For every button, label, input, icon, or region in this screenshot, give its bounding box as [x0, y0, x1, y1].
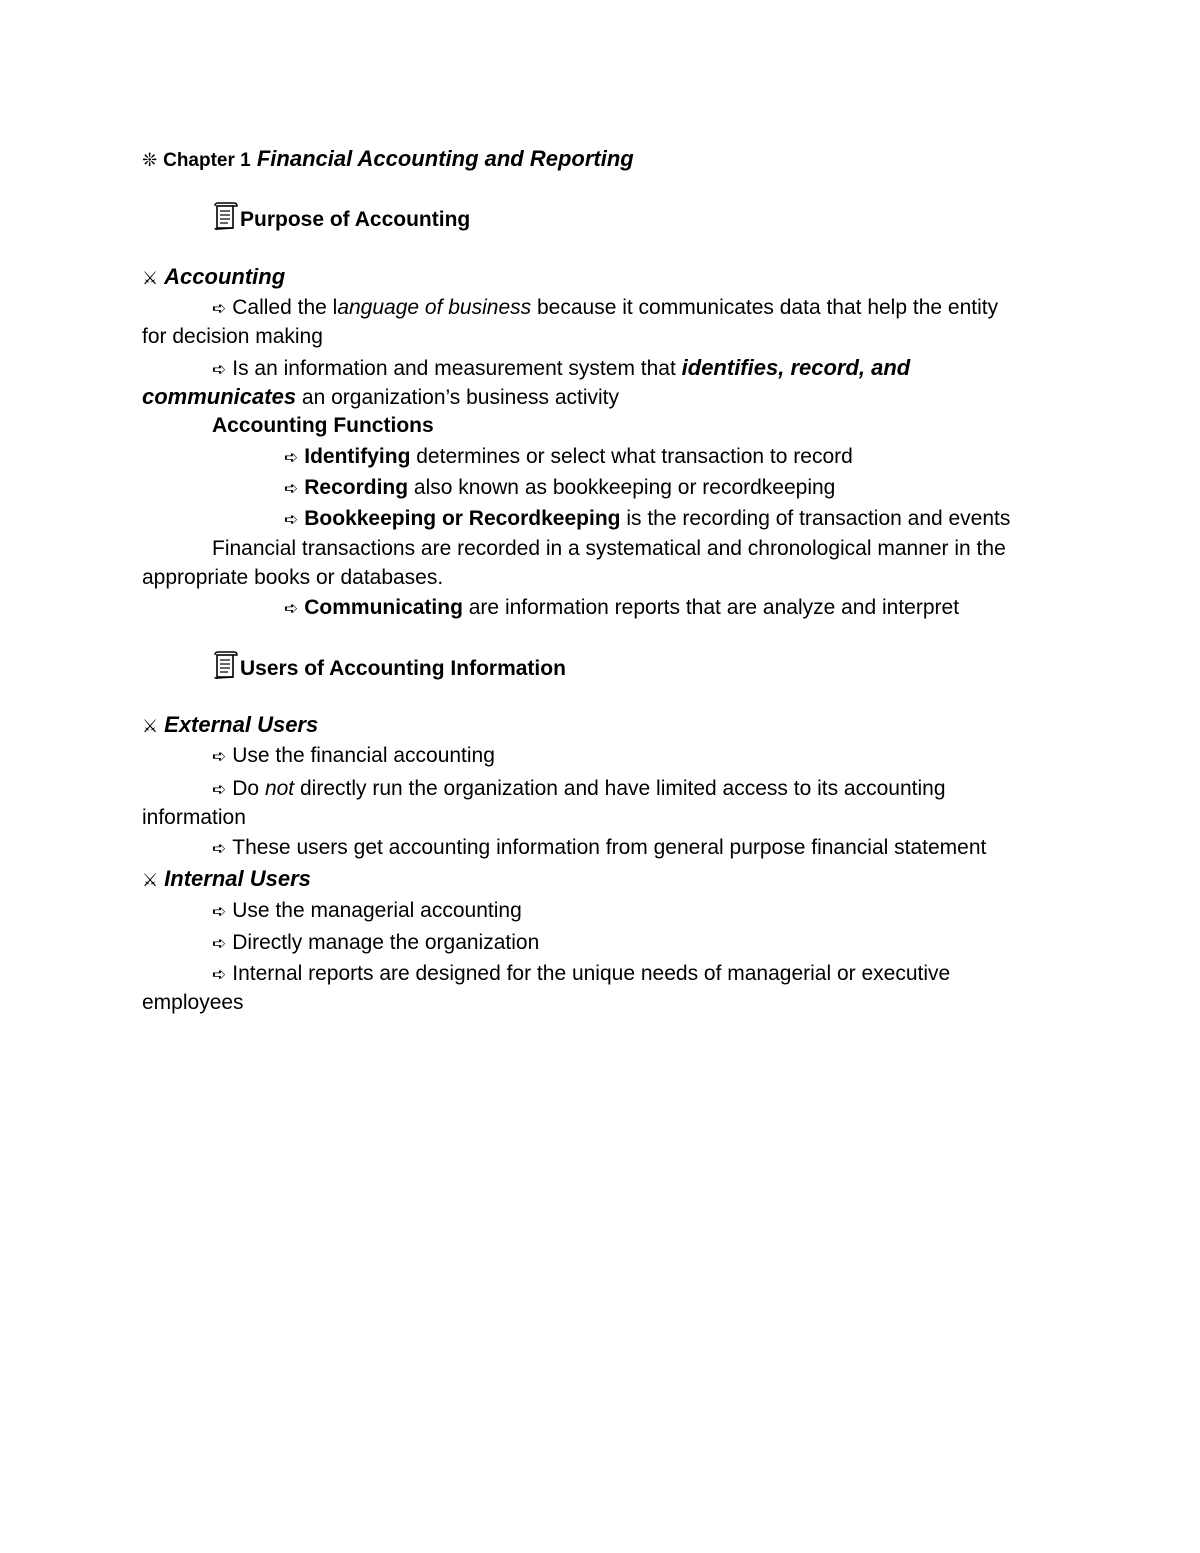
arrow-icon: ➪: [212, 965, 227, 985]
paragraph-line: appropriate books or databases.: [142, 566, 444, 589]
arrow-icon: ➪: [212, 934, 227, 954]
arrow-icon: ➪: [284, 599, 299, 619]
crossed-swords-icon: ⚔: [142, 268, 159, 289]
list-item: ➪ Internal reports are designed for the unique needs of managerial or executive: [212, 962, 951, 985]
chapter-prefix: Chapter 1: [163, 150, 251, 171]
section-title: Purpose of Accounting: [240, 208, 471, 231]
scroll-icon: [212, 651, 238, 687]
list-item-continuation: information: [142, 806, 246, 829]
arrow-icon: ➪: [212, 780, 227, 800]
list-item: ➪ Do not directly run the organization and have limited access to its accounting: [212, 777, 946, 800]
list-item-continuation: communicates an organization’s business activity: [142, 384, 620, 409]
paragraph-line: Financial transactions are recorded in a systematical and chronological manner in the: [212, 537, 1006, 560]
arrow-icon: ➪: [212, 747, 227, 767]
list-item: ➪ Communicating are information reports that are analyze and interpret: [284, 596, 960, 619]
internal-users-heading: ⚔ Internal Users: [142, 866, 311, 891]
arrow-icon: ➪: [212, 299, 227, 319]
accounting-heading: ⚔ Accounting: [142, 264, 286, 289]
list-item: ➪ Recording also known as bookkeeping or recordkeeping: [284, 476, 836, 499]
list-item: ➪ Directly manage the organization: [212, 931, 540, 954]
section-heading-purpose: [212, 202, 470, 238]
list-item: ➪ These users get accounting information from general purpose financial statement: [212, 836, 987, 859]
arrow-icon: ➪: [212, 360, 227, 380]
section-title: Users of Accounting Information: [240, 657, 566, 680]
external-users-heading: ⚔ External Users: [142, 712, 319, 737]
scroll-icon: [212, 202, 238, 238]
arrow-icon: ➪: [284, 448, 299, 468]
arrow-icon: ➪: [284, 479, 299, 499]
list-item: ➪ Use the financial accounting: [212, 744, 495, 767]
asterisk-icon: ❊: [142, 150, 158, 171]
functions-title: Accounting Functions: [212, 414, 434, 437]
list-item: ➪ Identifying determines or select what transaction to record: [284, 445, 853, 468]
list-item-continuation: employees: [142, 991, 244, 1014]
list-item: ➪ Is an information and measurement system that identifies, record, and: [212, 355, 911, 380]
list-item: ➪ Bookkeeping or Recordkeeping is the recording of transaction and events: [284, 507, 1011, 530]
crossed-swords-icon: ⚔: [142, 870, 159, 891]
chapter-title: Financial Accounting and Reporting: [256, 146, 634, 171]
list-item: ➪ Called the language of business because it communicates data that help the entity: [212, 296, 999, 319]
arrow-icon: ➪: [212, 839, 227, 859]
list-item-continuation: for decision making: [142, 325, 323, 348]
crossed-swords-icon: ⚔: [142, 716, 159, 737]
chapter-heading: [142, 144, 634, 175]
list-item: ➪ Use the managerial accounting: [212, 899, 522, 922]
arrow-icon: ➪: [284, 510, 299, 530]
section-heading-users: [212, 651, 566, 687]
arrow-icon: ➪: [212, 902, 227, 922]
